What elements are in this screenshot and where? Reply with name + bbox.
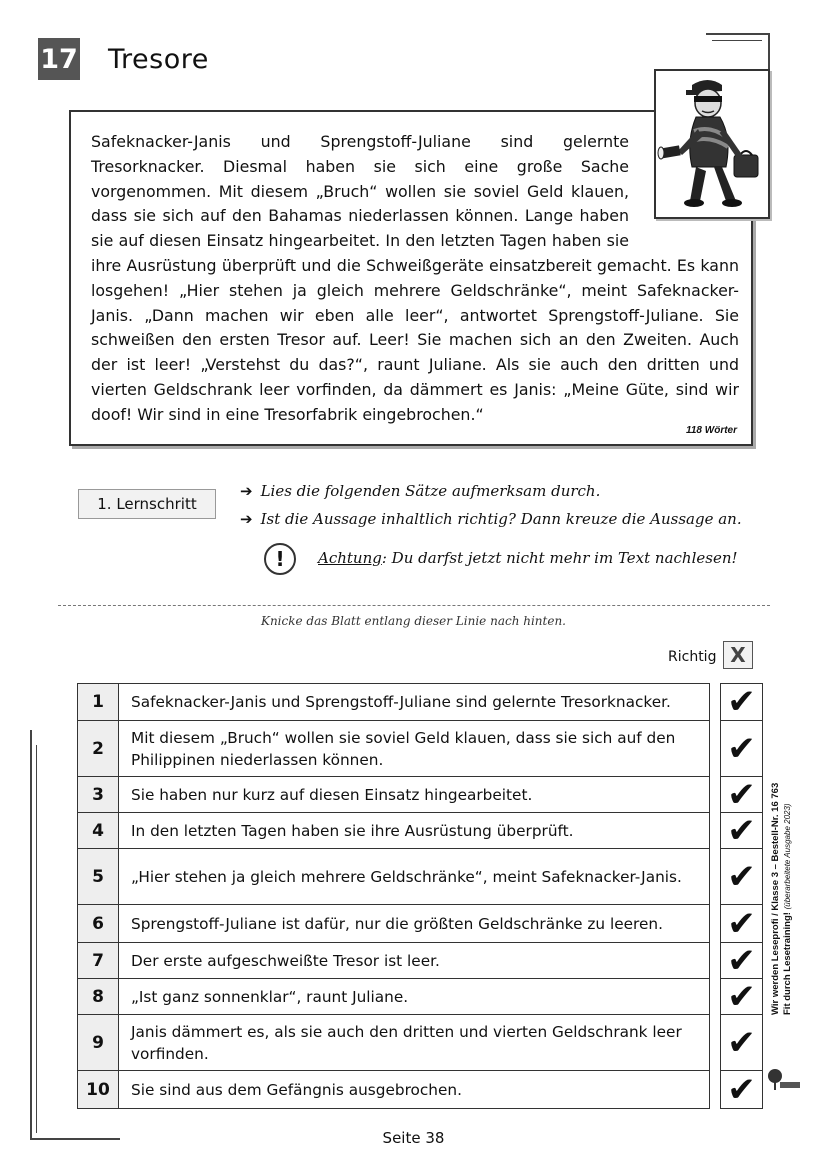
- statement-text: „Ist ganz sonnenklar“, raunt Juliane.: [118, 979, 710, 1015]
- statement-row: [77, 721, 763, 777]
- corner-line: [768, 33, 770, 73]
- word-count: 118 Wörter: [686, 425, 737, 436]
- statement-number: 6: [77, 905, 118, 943]
- statement-text: Sie sind aus dem Gefängnis ausgebrochen.: [118, 1071, 710, 1109]
- attention-note: Achtung: Du darfst jetzt nicht mehr im Text nachlesen!: [318, 549, 738, 567]
- statement-number: 2: [77, 721, 118, 777]
- statement-row: [77, 1071, 763, 1109]
- publisher-sidebar: [770, 680, 810, 1080]
- lesson-number-badge: 17: [38, 38, 80, 80]
- statement-row: [77, 774, 763, 815]
- statement-row: [77, 905, 763, 943]
- checkbox-checkmark-icon[interactable]: ✔: [720, 683, 763, 721]
- statement-number: 4: [77, 813, 118, 849]
- statement-text: „Hier stehen ja gleich mehrere Geldschränke“, meint Safeknacker-Janis.: [118, 849, 710, 905]
- burglar-illustration: [654, 69, 770, 219]
- checkbox-checkmark-icon[interactable]: ✔: [720, 721, 763, 777]
- checkbox-checkmark-icon[interactable]: ✔: [720, 1015, 763, 1071]
- statement-text: Janis dämmert es, als sie auch den dritten und vierten Geldschrank leer vorfinden.: [118, 1015, 710, 1071]
- instruction-2: ➔ Ist die Aussage inhaltlich richtig? Dann kreuze die Aussage an.: [240, 510, 742, 528]
- checkbox-checkmark-icon[interactable]: ✔: [720, 943, 763, 979]
- correct-example-box: X: [723, 641, 753, 669]
- statement-text: Mit diesem „Bruch“ wollen sie soviel Geld klauen, dass sie sich auf den Philippinen niederlassen können.: [118, 721, 710, 777]
- statement-text: Der erste aufgeschweißte Tresor ist leer.: [118, 943, 710, 979]
- checkbox-checkmark-icon[interactable]: ✔: [720, 1071, 763, 1109]
- statement-row: [77, 1015, 763, 1071]
- publisher-logo: [766, 1068, 800, 1092]
- arrow-right-icon: ➔: [240, 510, 253, 528]
- story-box: [69, 110, 753, 446]
- statement-text: Sie haben nur kurz auf diesen Einsatz hingearbeitet.: [118, 777, 710, 813]
- checkbox-checkmark-icon[interactable]: ✔: [720, 849, 763, 905]
- correct-column-label: Richtig: [668, 649, 717, 665]
- statement-row: [77, 849, 763, 905]
- series-info: Wir werden Leseprofi / Klasse 3 – Bestell-Nr. 16 763: [770, 782, 781, 1015]
- exclamation-icon: !: [264, 543, 296, 575]
- burglar-icon: [656, 71, 768, 217]
- fold-line: [58, 605, 770, 606]
- statements-table: [77, 683, 763, 1109]
- statement-row: [77, 940, 763, 981]
- corner-line: [706, 33, 768, 35]
- statement-row: [77, 810, 763, 851]
- fold-instruction: Knicke das Blatt entlang dieser Linie nach hinten.: [260, 614, 566, 628]
- statement-number: 3: [77, 777, 118, 813]
- statement-number: 1: [77, 683, 118, 721]
- statement-number: 8: [77, 979, 118, 1015]
- statement-text: Safeknacker-Janis und Sprengstoff-Juliane sind gelernte Tresorknacker.: [118, 683, 710, 721]
- checkbox-checkmark-icon[interactable]: ✔: [720, 813, 763, 849]
- tree-icon: [766, 1068, 800, 1092]
- checkbox-checkmark-icon[interactable]: ✔: [720, 979, 763, 1015]
- statement-number: 9: [77, 1015, 118, 1071]
- story-text-container: [91, 130, 739, 428]
- corner-line: [712, 40, 762, 41]
- corner-line: [30, 730, 32, 1140]
- statement-number: 7: [77, 943, 118, 979]
- series-subtitle: Fit durch Lesetraining! (überarbeitete Ausgabe 2023): [782, 803, 793, 1015]
- checkbox-checkmark-icon[interactable]: ✔: [720, 777, 763, 813]
- checkbox-checkmark-icon[interactable]: ✔: [720, 905, 763, 943]
- learning-step-label: 1. Lernschritt: [78, 489, 216, 519]
- page-number: Seite 38: [382, 1129, 445, 1147]
- statement-row: [77, 976, 763, 1017]
- statement-number: 10: [77, 1071, 118, 1109]
- statement-text: In den letzten Tagen haben sie ihre Ausrüstung überprüft.: [118, 813, 710, 849]
- story-text: Safeknacker-Janis und Sprengstoff-Juliane sind gelernte Tresorknacker. Diesmal haben sie sich eine große Sache vorgenommen. Mit diesem „Bruch“ wollen sie soviel Geld klauen, dass sie sich auf den Bahamas niederlassen können. Lange haben sie auf diesen Einsatz hingearbeitet. In den letzten Tagen haben sie ihre Ausrüstung überprüft und die Schweißgeräte einsatzbereit gemacht. Es kann losgehen! „Hier stehen ja gleich mehrere Geldschränke“, meint Safeknacker-Janis. „Dann machen wir eben alle leer“, antwortet Sprengstoff-Juliane. Sie schweißen den ersten Tresor auf. Leer! Sie machen sich an den Zweiten. Auch der ist leer! „Verstehst du das?“, raunt Juliane. Als sie auch den dritten und vierten Geldschrank leer vorfinden, da dämmert es Janis: „Meine Güte, sind wir doof! Wir sind in eine Tresorfabrik eingebrochen.“: [91, 132, 739, 424]
- instruction-1: ➔ Lies die folgenden Sätze aufmerksam durch.: [240, 482, 601, 500]
- corner-line: [36, 745, 37, 1133]
- statement-number: 5: [77, 849, 118, 905]
- statement-text: Sprengstoff-Juliane ist dafür, nur die größten Geldschränke zu leeren.: [118, 905, 710, 943]
- arrow-right-icon: ➔: [240, 482, 253, 500]
- page-title: Tresore: [108, 44, 209, 75]
- statement-row: [77, 683, 763, 721]
